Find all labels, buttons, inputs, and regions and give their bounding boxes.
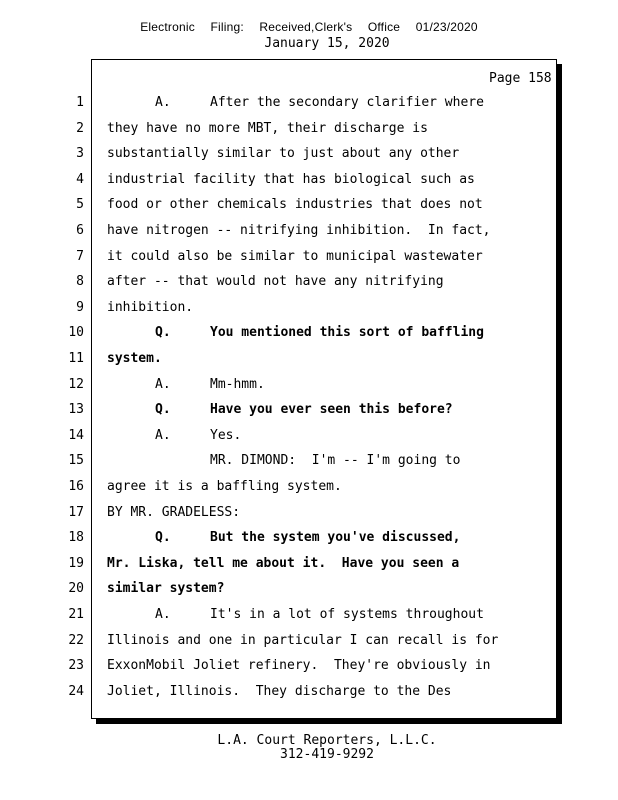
line-number: 5	[76, 197, 84, 212]
line-number: 17	[68, 505, 84, 520]
speaker-marker: A.	[155, 377, 171, 392]
line-text: Joliet, Illinois. They discharge to the Des	[107, 684, 452, 699]
line-number: 8	[76, 274, 84, 289]
line-number: 18	[68, 530, 84, 545]
line-number: 20	[68, 581, 84, 596]
reporter-phone: 312-419-9292	[280, 747, 374, 762]
filing-word-4: Office	[367, 20, 401, 34]
line-text: BY MR. GRADELESS:	[107, 505, 241, 520]
speaker-marker: A.	[155, 607, 171, 622]
line-text: Illinois and one in particular I can recall is for	[107, 633, 499, 648]
line-number: 14	[68, 428, 84, 443]
line-number: 6	[76, 223, 84, 238]
line-text: industrial facility that has biological such as	[107, 172, 475, 187]
line-text: MR. DIMOND: I'm -- I'm going to	[210, 453, 461, 468]
speaker-marker: A.	[155, 95, 171, 110]
line-number: 9	[76, 300, 84, 315]
line-text: After the secondary clarifier where	[210, 95, 484, 110]
line-number: 1	[76, 95, 84, 110]
line-number: 19	[68, 556, 84, 571]
line-text: ExxonMobil Joliet refinery. They're obviously in	[107, 658, 491, 673]
page-number: Page 158	[489, 71, 552, 86]
line-number: 21	[68, 607, 84, 622]
speaker-marker: Q.	[155, 402, 171, 417]
line-number: 10	[68, 325, 84, 340]
line-number: 4	[76, 172, 84, 187]
line-text: inhibition.	[107, 300, 194, 315]
line-text: food or other chemicals industries that does not	[107, 197, 483, 212]
line-number: 13	[68, 402, 84, 417]
line-text: it could also be similar to municipal wastewater	[107, 249, 483, 264]
line-text: Yes.	[210, 428, 242, 443]
reporter-company: L.A. Court Reporters, L.L.C.	[217, 733, 437, 748]
line-text: agree it is a baffling system.	[107, 479, 342, 494]
line-text: Mr. Liska, tell me about it. Have you seen a	[107, 556, 460, 571]
line-text: they have no more MBT, their discharge is	[107, 121, 428, 136]
line-text: similar system?	[107, 581, 225, 596]
line-text: It's in a lot of systems throughout	[210, 607, 484, 622]
transcript-date: January 15, 2020	[264, 36, 390, 51]
speaker-marker: Q.	[155, 530, 171, 545]
line-number: 2	[76, 121, 84, 136]
line-number: 7	[76, 249, 84, 264]
speaker-marker: A.	[155, 428, 171, 443]
line-text: have nitrogen -- nitrifying inhibition. In fact,	[107, 223, 491, 238]
line-number: 23	[68, 658, 84, 673]
line-number: 11	[68, 351, 84, 366]
filing-date: 01/23/2020	[415, 20, 478, 34]
filing-word-1: Electronic	[140, 20, 195, 34]
line-text: after -- that would not have any nitrifying	[107, 274, 444, 289]
line-number: 12	[68, 377, 84, 392]
filing-word-2: Filing:	[210, 20, 244, 34]
line-number: 16	[68, 479, 84, 494]
line-number: 15	[68, 453, 84, 468]
line-text: substantially similar to just about any other	[107, 146, 460, 161]
line-number: 3	[76, 146, 84, 161]
line-text: But the system you've discussed,	[210, 530, 461, 545]
line-text: You mentioned this sort of baffling	[210, 325, 484, 340]
filing-word-3: Received,Clerk's	[259, 20, 353, 34]
line-number: 24	[68, 684, 84, 699]
line-number: 22	[68, 633, 84, 648]
filing-stamp	[0, 20, 618, 34]
line-text: Have you ever seen this before?	[210, 402, 453, 417]
speaker-marker: Q.	[155, 325, 171, 340]
line-text: Mm-hmm.	[210, 377, 265, 392]
footer	[0, 734, 618, 762]
line-text: system.	[107, 351, 162, 366]
